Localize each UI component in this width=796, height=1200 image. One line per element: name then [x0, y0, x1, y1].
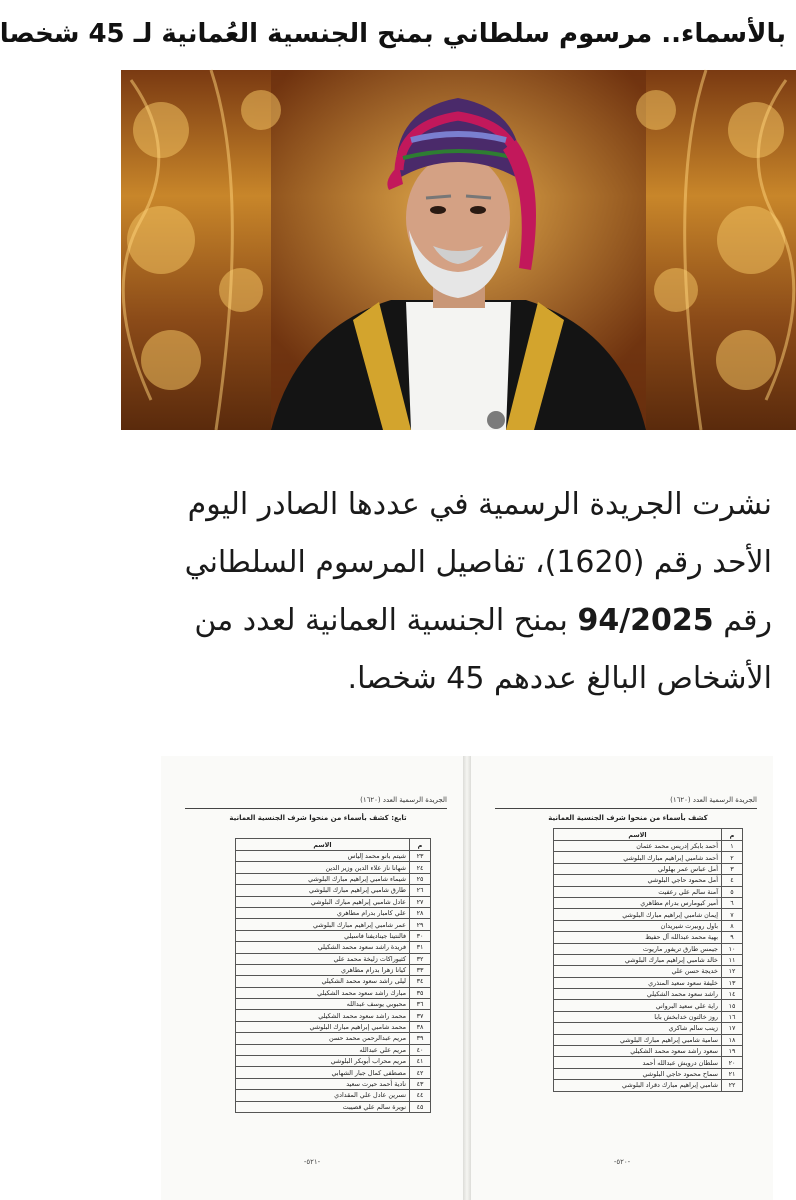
person-name: مبارك راشد سعود محمد الشكيلي	[236, 987, 410, 998]
hero-image[interactable]	[121, 70, 796, 430]
row-number: ١٣	[722, 977, 743, 988]
table-row	[554, 989, 743, 1000]
table-row	[236, 907, 431, 918]
names-table-right	[553, 828, 743, 1092]
row-number: ٢٠	[722, 1057, 743, 1068]
row-number: ٣٠	[410, 930, 431, 941]
person-name: أحمد بابكر إدريس محمد عثمان	[554, 841, 722, 852]
person-name: عادل شامبي إبراهيم مبارك البلوشي	[236, 896, 410, 907]
row-number: ٤١	[410, 1056, 431, 1067]
person-name: كثيوراكات زليخة محمد علي	[236, 953, 410, 964]
table-row	[236, 896, 431, 907]
row-number: ١٠	[722, 943, 743, 954]
row-number: ١٤	[722, 989, 743, 1000]
table-row	[236, 1010, 431, 1021]
table-row	[554, 1000, 743, 1011]
person-name: جيمس طارق تريفور ماريوت	[554, 943, 722, 954]
table-row	[236, 1067, 431, 1078]
row-number: ٣٣	[410, 964, 431, 975]
person-name: محمد راشد سعود محمد الشكيلي	[236, 1010, 410, 1021]
table-row	[554, 954, 743, 965]
row-number: ٣٧	[410, 1010, 431, 1021]
person-name: بهية محمد عبدالله آل حفيظ	[554, 932, 722, 943]
person-name: سلطان درويش عبدالله أحمد	[554, 1057, 722, 1068]
person-name: نويرة سالم علي قصيبت	[236, 1101, 410, 1112]
row-number: ٤	[722, 875, 743, 886]
article-body	[143, 476, 772, 708]
row-number: ١	[722, 841, 743, 852]
table-row	[236, 1056, 431, 1067]
person-name: إيمان شامبي إبراهيم مبارك البلوشي	[554, 909, 722, 920]
table-row	[554, 1011, 743, 1022]
page-number: -٥٢١-	[303, 1158, 321, 1166]
table-row	[236, 919, 431, 930]
row-number: ٢	[722, 852, 743, 863]
person-name: خليفة سعود سعيد المنذري	[554, 977, 722, 988]
person-name: مريم عبدالرحمن محمد حسن	[236, 1033, 410, 1044]
row-number: ٣٩	[410, 1033, 431, 1044]
person-name: محبوبي يوسف عبدالله	[236, 999, 410, 1010]
person-name: سعود راشد سعود محمد الشكيلي	[554, 1046, 722, 1057]
table-row	[554, 1034, 743, 1045]
table-row	[236, 1090, 431, 1101]
table-row	[554, 1023, 743, 1034]
table-row	[236, 953, 431, 964]
row-number: ٣٥	[410, 987, 431, 998]
page-spine	[463, 756, 471, 1200]
table-row	[236, 885, 431, 896]
table-row	[554, 943, 743, 954]
table-row	[554, 852, 743, 863]
person-name: شامبي إبراهيم مبارك دقراد البلوشي	[554, 1080, 722, 1091]
person-name: نسرين عادل علي المقدادي	[236, 1090, 410, 1101]
person-name: مصطفى كمال جبار الشهابي	[236, 1067, 410, 1078]
person-name: فالنتينا جيناديفنا فاسيلي	[236, 930, 410, 941]
row-number: ٢٣	[410, 851, 431, 862]
row-number: ٣٦	[410, 999, 431, 1010]
table-row	[236, 1033, 431, 1044]
gazette-header: الجريدة الرسمية العدد (١٦٢٠)	[495, 796, 757, 809]
table-row	[554, 897, 743, 908]
row-number: ٣	[722, 863, 743, 874]
person-name: شيتم بانو محمد إلياس	[236, 851, 410, 862]
person-name: راشد سعود محمد الشكيلي	[554, 989, 722, 1000]
table-row	[554, 909, 743, 920]
person-name: روز خالتون خدابخش بابا	[554, 1011, 722, 1022]
table-header-row	[554, 829, 743, 841]
table-row	[236, 1078, 431, 1089]
person-name: سامية شامبي إبراهيم مبارك البلوشي	[554, 1034, 722, 1045]
column-header-name: الاسم	[236, 839, 410, 851]
table-row	[236, 976, 431, 987]
names-table-left	[235, 838, 431, 1113]
row-number: ٢٨	[410, 907, 431, 918]
person-name: شيماء شامبي إبراهيم مبارك البلوشي	[236, 873, 410, 884]
table-header-row	[236, 839, 431, 851]
column-header-num: م	[410, 839, 431, 851]
row-number: ١٦	[722, 1011, 743, 1022]
page-number: -٥٢٠-	[613, 1158, 631, 1166]
person-name: أحمد شامبي إبراهيم مبارك البلوشي	[554, 852, 722, 863]
column-header-name: الاسم	[554, 829, 722, 841]
article-headline: بالأسماء.. مرسوم سلطاني بمنح الجنسية العُمانية لـ 45 شخصا	[0, 19, 786, 49]
person-name: عمر شامبي إبراهيم مبارك البلوشي	[236, 919, 410, 930]
table-row	[554, 1080, 743, 1091]
person-name: خالد شامبي إبراهيم مبارك البلوشي	[554, 954, 722, 965]
row-number: ٤٢	[410, 1067, 431, 1078]
person-name: مريم محراب أبوبكر البلوشي	[236, 1056, 410, 1067]
table-row	[554, 841, 743, 852]
table-row	[554, 977, 743, 988]
table-row	[236, 862, 431, 873]
table-row	[236, 873, 431, 884]
table-row	[236, 1101, 431, 1112]
row-number: ٢٢	[722, 1080, 743, 1091]
table-row	[554, 1046, 743, 1057]
table-row	[554, 932, 743, 943]
decree-number: 94/2025	[577, 603, 714, 638]
row-number: ٩	[722, 932, 743, 943]
row-number: ١٥	[722, 1000, 743, 1011]
row-number: ١٢	[722, 966, 743, 977]
gazette-page-title: تابع: كشف بأسماء من منحوا شرف الجنسية العمانية	[229, 814, 407, 822]
gazette-page-right	[471, 756, 773, 1200]
gazette-header: الجريدة الرسمية العدد (١٦٢٠)	[185, 796, 447, 809]
row-number: ١٨	[722, 1034, 743, 1045]
gazette-document-image[interactable]	[161, 756, 773, 1200]
portrait-photo-icon	[121, 70, 796, 430]
person-name: نادية أحمد حيرت سعيد	[236, 1078, 410, 1089]
table-row	[236, 987, 431, 998]
person-name: زينب سالم شاكري	[554, 1023, 722, 1034]
table-row	[554, 875, 743, 886]
table-row	[236, 1021, 431, 1032]
person-name: أمل محمود حاجي البلوشي	[554, 875, 722, 886]
row-number: ٤٠	[410, 1044, 431, 1055]
row-number: ٢٦	[410, 885, 431, 896]
person-name: شهانا ناز علاء الدين وزير الدين	[236, 862, 410, 873]
row-number: ١٧	[722, 1023, 743, 1034]
row-number: ٢٧	[410, 896, 431, 907]
table-row	[236, 942, 431, 953]
row-number: ٢١	[722, 1068, 743, 1079]
column-header-num: م	[722, 829, 743, 841]
person-name: فريدة راشد سعود محمد الشكيلي	[236, 942, 410, 953]
person-name: طارق شامبي إبراهيم مبارك البلوشي	[236, 885, 410, 896]
article-text-part1: نشرت الجريدة الرسمية في عددها الصادر اليوم الأحد رقم (1620)، تفاصيل المرسوم السلطاني رقم	[184, 487, 772, 638]
row-number: ٣٤	[410, 976, 431, 987]
gazette-page-title: كشف بأسماء من منحوا شرف الجنسية العمانية	[548, 814, 708, 822]
person-name: باول روبيرت شيريدان	[554, 920, 722, 931]
table-row	[236, 1044, 431, 1055]
table-row	[554, 966, 743, 977]
row-number: ٣٢	[410, 953, 431, 964]
person-name: محمد شامبي إبراهيم مبارك البلوشي	[236, 1021, 410, 1032]
person-name: ليلى راشد سعود محمد الشكيلي	[236, 976, 410, 987]
row-number: ٤٣	[410, 1078, 431, 1089]
person-name: سماح محمود حاجي البلوشي	[554, 1068, 722, 1079]
person-name: كيانا زهرا بدرام مطاهري	[236, 964, 410, 975]
person-name: راية علي سعيد البرواني	[554, 1000, 722, 1011]
table-row	[236, 964, 431, 975]
row-number: ٢٤	[410, 862, 431, 873]
table-row	[236, 999, 431, 1010]
table-row	[554, 863, 743, 874]
table-row	[236, 930, 431, 941]
row-number: ٤٤	[410, 1090, 431, 1101]
person-name: أمل عباس عمر بهلولي	[554, 863, 722, 874]
person-name: علي كامبار بدرام مطاهري	[236, 907, 410, 918]
row-number: ٦	[722, 897, 743, 908]
row-number: ٢٩	[410, 919, 431, 930]
person-name: آمنة سالم علي رعفيت	[554, 886, 722, 897]
row-number: ١٩	[722, 1046, 743, 1057]
row-number: ٨	[722, 920, 743, 931]
article-text-part2: بمنح الجنسية العمانية لعدد من الأشخاص البالغ عددهم 45 شخصا.	[194, 603, 772, 696]
row-number: ٤٥	[410, 1101, 431, 1112]
table-row	[554, 920, 743, 931]
person-name: خديجة حسن علي	[554, 966, 722, 977]
person-name: مريم علي عبدالله	[236, 1044, 410, 1055]
gazette-page-left	[161, 756, 463, 1200]
table-row	[554, 886, 743, 897]
row-number: ٥	[722, 886, 743, 897]
row-number: ٢٥	[410, 873, 431, 884]
row-number: ١١	[722, 954, 743, 965]
row-number: ٣١	[410, 942, 431, 953]
row-number: ٧	[722, 909, 743, 920]
row-number: ٣٨	[410, 1021, 431, 1032]
person-name: أمير كيومارس بدرام مطاهري	[554, 897, 722, 908]
table-row	[554, 1068, 743, 1079]
table-row	[554, 1057, 743, 1068]
table-row	[236, 851, 431, 862]
